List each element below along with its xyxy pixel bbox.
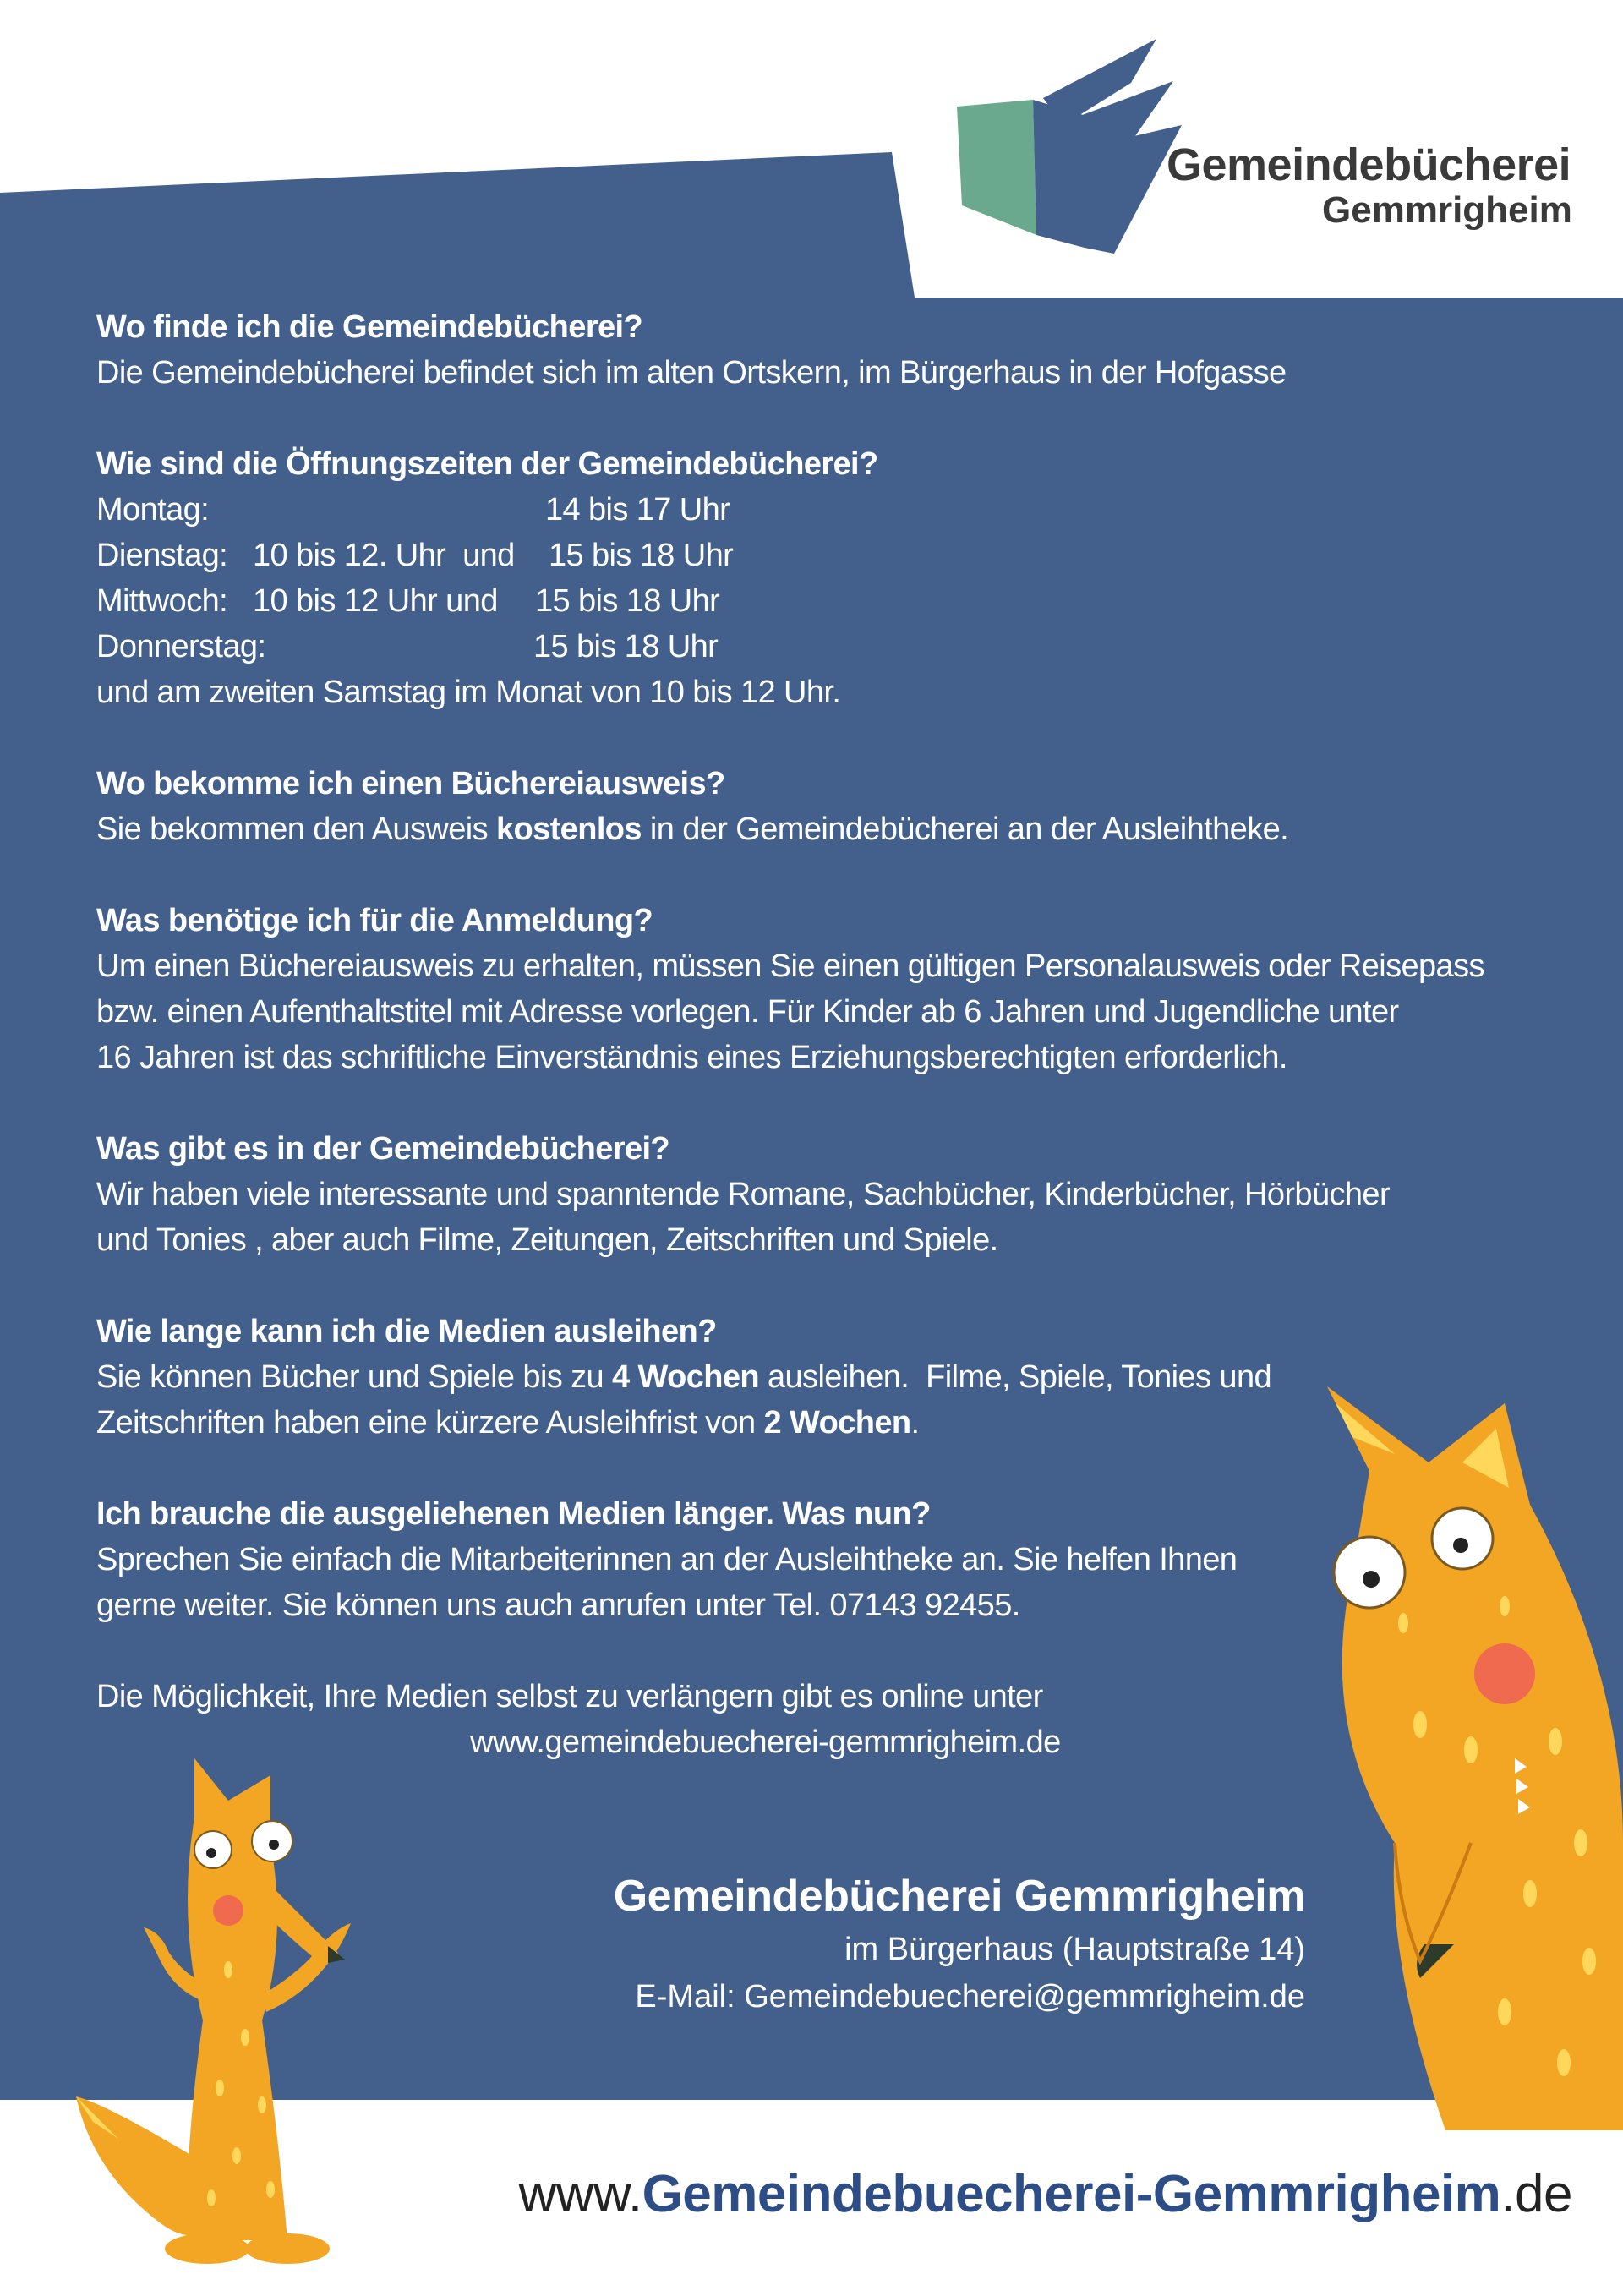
- online-renewal-text: Die Möglichkeit, Ihre Medien selbst zu verlängern gibt es online unter: [96, 1679, 1043, 1714]
- faq-library-card: [96, 761, 1584, 852]
- hours-afternoon: 15 bis 18 Uhr: [533, 629, 719, 664]
- hours-morning: [270, 624, 557, 670]
- answer-emphasis: kostenlos: [495, 812, 642, 847]
- faq-registration: [96, 898, 1584, 1080]
- faq-answer-line: Um einen Büchereiausweis zu erhalten, müssen Sie einen gültigen Personalausweis oder Reisepass: [96, 948, 1484, 984]
- fox-illustration-right: [1251, 1369, 1623, 2130]
- logo-subtitle: Gemmrigheim: [1322, 189, 1572, 231]
- faq-answer: Die Gemeindebücherei befindet sich im alten Ortskern, im Bürgerhaus in der Hofgasse: [96, 355, 1287, 391]
- contact-address: im Bürgerhaus (Hauptstraße 14): [844, 1932, 1305, 1967]
- answer-text: ausleihen. Filme, Spiele, Tonies und: [759, 1359, 1272, 1395]
- hours-morning: 10 bis 12 Uhr und: [253, 583, 498, 619]
- answer-text: Sie bekommen den Ausweis: [96, 812, 496, 847]
- faq-question: Wie lange kann ich die Medien ausleihen?: [96, 1314, 717, 1349]
- hours-day: Dienstag:: [96, 538, 228, 573]
- faq-opening-hours: [96, 441, 1584, 715]
- faq-answer-line: Wir haben viele interessante und spanntende Romane, Sachbücher, Kinderbücher, Hörbücher: [96, 1177, 1391, 1212]
- opening-hours-table: [96, 487, 1584, 670]
- contact-email[interactable]: E-Mail: Gemeindebuecherei@gemmrigheim.de: [635, 1979, 1305, 2014]
- contact-block: [614, 1867, 1305, 2020]
- hours-afternoon: 15 bis 18 Uhr: [549, 538, 734, 573]
- answer-text: in der Gemeindebücherei an der Ausleihtheke.: [641, 812, 1289, 847]
- faq-answer: [96, 806, 1584, 852]
- library-logo: [945, 32, 1604, 269]
- logo-title: Gemeindebücherei: [1167, 139, 1571, 190]
- contact-title: Gemeindebücherei Gemmrigheim: [613, 1872, 1305, 1921]
- url-suffix: .de: [1500, 2165, 1572, 2223]
- footer-website-link[interactable]: [518, 2164, 1572, 2224]
- faq-answer-line: Sprechen Sie einfach die Mitarbeiterinnen an der Ausleihtheke an. Sie helfen Ihnen: [96, 1542, 1238, 1577]
- answer-emphasis: 4 Wochen: [612, 1359, 760, 1395]
- faq-question: Was gibt es in der Gemeindebücherei?: [96, 1131, 670, 1167]
- online-renewal-link[interactable]: www.gemeindebuecherei-gemmrigheim.de: [470, 1725, 1061, 1760]
- url-prefix: www.: [518, 2165, 642, 2223]
- faq-answer-line: 16 Jahren ist das schriftliche Einverständnis eines Erziehungsberechtigten erforderlich.: [96, 1040, 1287, 1075]
- faq-offerings: [96, 1126, 1584, 1263]
- faq-answer-line: gerne weiter. Sie können uns auch anrufen unter Tel. 07143 92455.: [96, 1588, 1020, 1623]
- faq-question: Wo finde ich die Gemeindebücherei?: [96, 309, 643, 345]
- saturday-note: und am zweiten Samstag im Monat von 10 bis 12 Uhr.: [96, 675, 841, 710]
- hours-morning: 10 bis 12. Uhr und: [253, 538, 515, 573]
- url-host: Gemeindebuecherei-Gemmrigheim: [642, 2165, 1501, 2223]
- hours-afternoon: 15 bis 18 Uhr: [535, 583, 720, 619]
- open-book-icon: [945, 32, 1182, 260]
- faq-answer-line: bzw. einen Aufenthaltstitel mit Adresse vorlegen. Für Kinder ab 6 Jahren und Jugendliche unter: [96, 994, 1399, 1030]
- hours-morning: [270, 487, 557, 533]
- answer-text: Zeitschriften haben eine kürzere Ausleihfrist von: [96, 1405, 764, 1440]
- hours-afternoon: 14 bis 17 Uhr: [545, 492, 730, 528]
- answer-text: .: [910, 1405, 920, 1440]
- hours-day: Montag:: [96, 492, 210, 528]
- faq-location: [96, 304, 1584, 396]
- fox-illustration-left: [59, 1750, 414, 2274]
- answer-text: Sie können Bücher und Spiele bis zu: [96, 1359, 613, 1395]
- answer-emphasis: 2 Wochen: [763, 1405, 911, 1440]
- faq-question: Was benötige ich für die Anmeldung?: [96, 903, 653, 938]
- faq-question: Ich brauche die ausgeliehenen Medien länger. Was nun?: [96, 1496, 931, 1532]
- faq-question: Wo bekomme ich einen Büchereiausweis?: [96, 766, 725, 801]
- hours-day: Mittwoch:: [96, 583, 228, 619]
- faq-answer-line: und Tonies , aber auch Filme, Zeitungen, Zeitschriften und Spiele.: [96, 1222, 998, 1258]
- faq-question: Wie sind die Öffnungszeiten der Gemeindebücherei?: [96, 446, 878, 482]
- hours-day: Donnerstag:: [96, 629, 266, 664]
